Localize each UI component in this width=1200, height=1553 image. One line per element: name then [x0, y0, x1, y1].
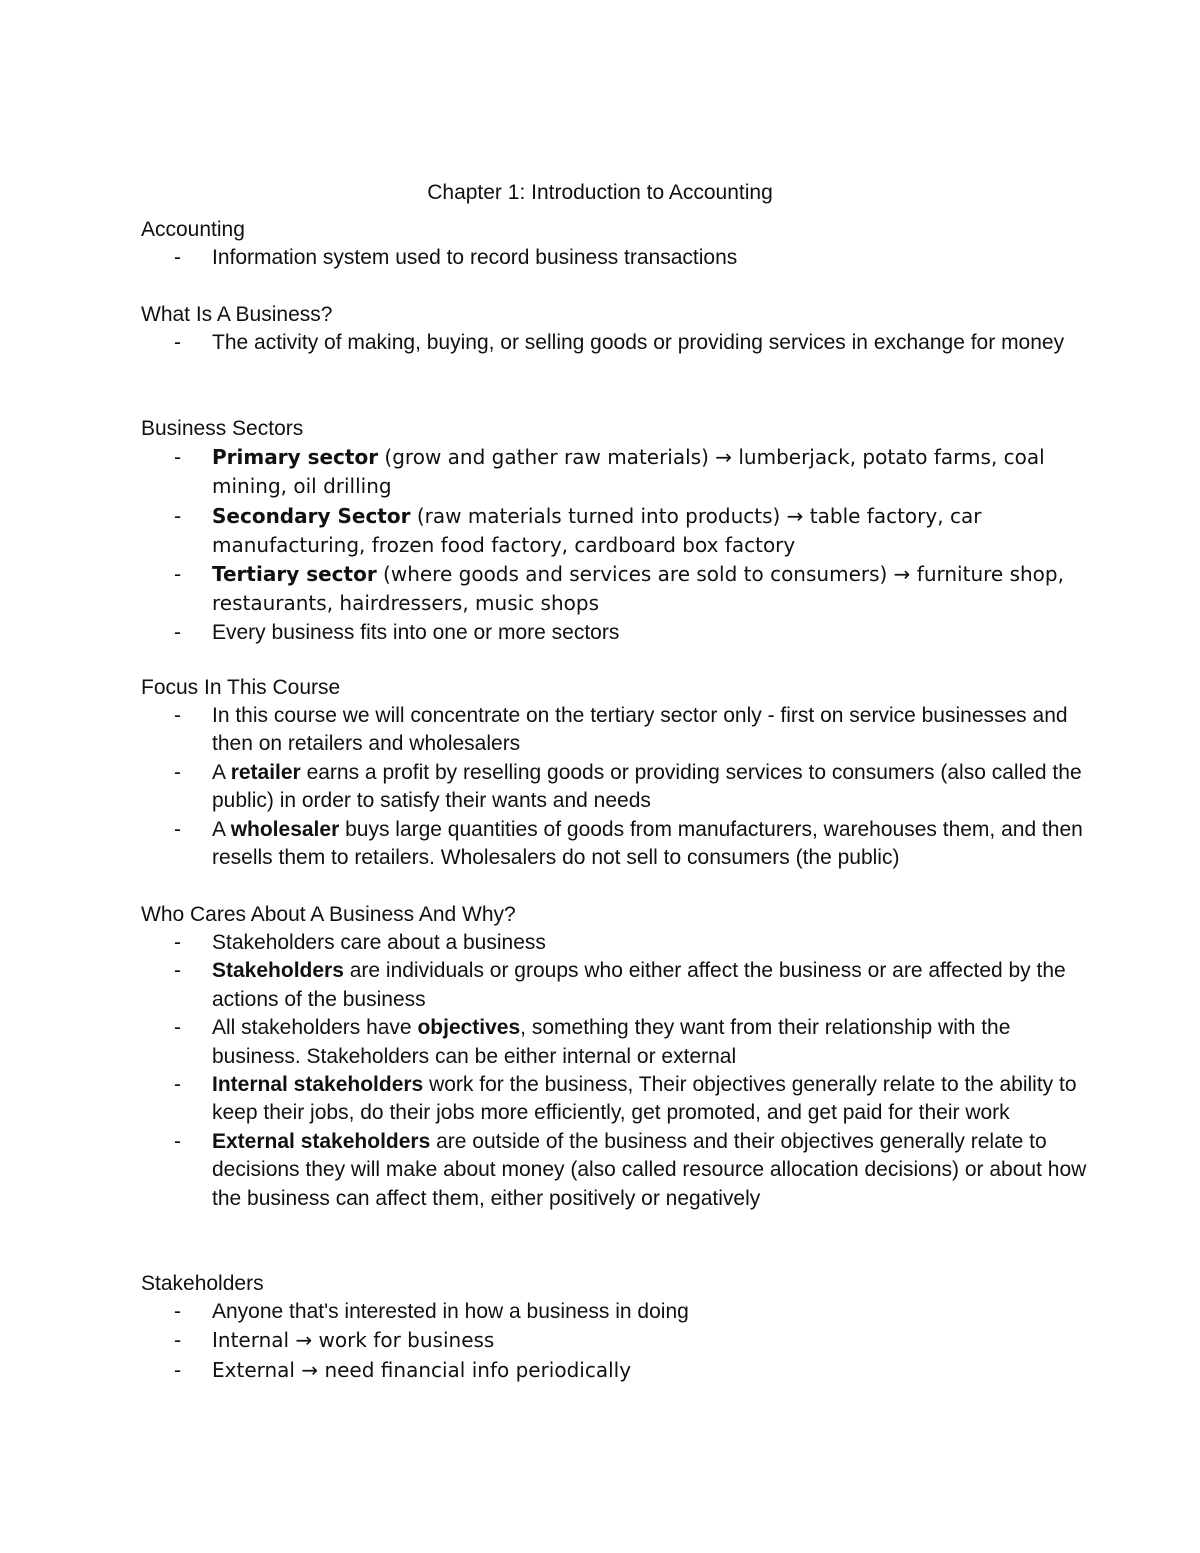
bullet-list	[141, 702, 1101, 872]
bullet-text: In this course we will concentrate on the tertiary sector only - first on service businesses and then on retailers and wholesalers	[212, 704, 1068, 756]
bullet-text: earns a profit by reselling goods or providing services to consumers (also called the public) in order to satisfy their wants and needs	[212, 760, 1082, 813]
bullet-text: Every business fits into one or more sectors	[212, 620, 620, 644]
list-item	[141, 1071, 1101, 1128]
bullet-text: are outside of the business and their objectives generally relate to decisions they will make about money (also called resource allocation decisions) or about how the business can affect them, either positively or negatively	[212, 1129, 1087, 1210]
bullet-text: Anyone that's interested in how a business in doing	[212, 1300, 689, 1323]
bullet-text: buys large quantities of goods from manufacturers, warehouses them, and then resells them to retailers. Wholesalers do not sell to consumers (the public)	[212, 817, 1083, 870]
section-heading: Accounting	[141, 218, 245, 241]
bullet-list	[141, 329, 1101, 357]
bullet-list	[141, 244, 1101, 272]
section-heading: Who Cares About A Business And Why?	[141, 903, 516, 926]
bullet-list	[141, 929, 1101, 1213]
list-item	[141, 329, 1101, 357]
section-accounting	[141, 216, 1101, 272]
section-heading: What Is A Business?	[141, 303, 333, 326]
bullet-text: (grow and gather raw materials) → lumberjack, potato farms, coal mining, oil drilling	[212, 445, 1045, 499]
list-item	[141, 244, 1101, 272]
bullet-term: Internal stakeholders	[212, 1073, 424, 1097]
bullet-dash: -	[174, 1016, 181, 1040]
bullet-term: Tertiary sector	[212, 562, 377, 587]
list-item	[141, 929, 1101, 957]
bullet-text: work for the business, Their objectives generally relate to the ability to keep their jobs, do their jobs more efficiently, get promoted, and get paid for their work	[212, 1073, 1077, 1125]
section-stakeholders	[141, 1270, 1101, 1385]
page-title: Chapter 1: Introduction to Accounting	[427, 181, 773, 204]
bullet-dash: -	[174, 331, 181, 354]
bullet-term: wholesaler	[230, 817, 340, 841]
list-item	[141, 443, 1101, 502]
bullet-dash: -	[174, 1357, 182, 1382]
bullet-term: Primary sector	[212, 445, 379, 469]
bullet-text: , something they want from their relationship with the business. Stakeholders can be either internal or external	[212, 1016, 1011, 1068]
bullet-text: The activity of making, buying, or selling goods or providing services in exchange for money	[212, 331, 1065, 354]
bullet-text: External → need financial info periodically	[212, 1357, 632, 1382]
list-item	[141, 1014, 1101, 1071]
list-item	[141, 560, 1101, 619]
section-who-cares	[141, 901, 1101, 1213]
section-focus	[141, 674, 1101, 872]
bullet-prefix: All stakeholders have	[212, 1016, 418, 1040]
section-what-is-business	[141, 301, 1101, 357]
bullet-list	[141, 1298, 1101, 1385]
bullet-dash: -	[174, 704, 181, 727]
section-business-sectors	[141, 415, 1101, 647]
bullet-term: External stakeholders	[212, 1129, 431, 1153]
bullet-text: are individuals or groups who either affect the business or are affected by the actions of the business	[212, 959, 1066, 1011]
list-item	[141, 1128, 1101, 1213]
list-item	[141, 1298, 1101, 1326]
list-item	[141, 957, 1101, 1014]
bullet-dash: -	[174, 760, 181, 784]
bullet-prefix: A	[212, 817, 231, 841]
bullet-prefix: A	[212, 760, 231, 784]
bullet-text: Stakeholders care about a business	[212, 931, 546, 954]
bullet-dash: -	[174, 445, 182, 469]
bullet-dash: -	[174, 620, 181, 644]
list-item	[141, 702, 1101, 759]
list-item	[141, 816, 1101, 873]
bullet-dash: -	[174, 1300, 181, 1323]
section-heading: Focus In This Course	[141, 676, 341, 699]
bullet-dash: -	[174, 1129, 181, 1153]
section-heading: Business Sectors	[141, 417, 304, 440]
bullet-list	[141, 443, 1101, 647]
list-item	[141, 619, 1101, 647]
list-item	[141, 1326, 1101, 1355]
bullet-text: (where goods and services are sold to consumers) → furniture shop, restaurants, hairdressers, music shops	[212, 562, 1064, 616]
bullet-dash: -	[174, 817, 181, 841]
section-heading: Stakeholders	[141, 1272, 264, 1295]
bullet-dash: -	[174, 1073, 181, 1097]
bullet-dash: -	[174, 959, 181, 983]
bullet-text: (raw materials turned into products) → table factory, car manufacturing, frozen food factory, cardboard box factory	[212, 503, 982, 557]
list-item	[141, 759, 1101, 816]
bullet-dash: -	[174, 503, 182, 528]
bullet-dash: -	[174, 1328, 182, 1353]
bullet-dash: -	[174, 931, 181, 954]
list-item	[141, 502, 1101, 561]
bullet-term: retailer	[230, 760, 301, 784]
bullet-text: Information system used to record business transactions	[212, 246, 738, 269]
bullet-dash: -	[174, 246, 181, 269]
bullet-term: Stakeholders	[212, 959, 344, 983]
list-item	[141, 1356, 1101, 1385]
bullet-text: Internal → work for business	[212, 1328, 495, 1353]
bullet-dash: -	[174, 562, 182, 587]
bullet-term: Secondary Sector	[212, 503, 411, 528]
bullet-term: objectives	[417, 1016, 521, 1040]
